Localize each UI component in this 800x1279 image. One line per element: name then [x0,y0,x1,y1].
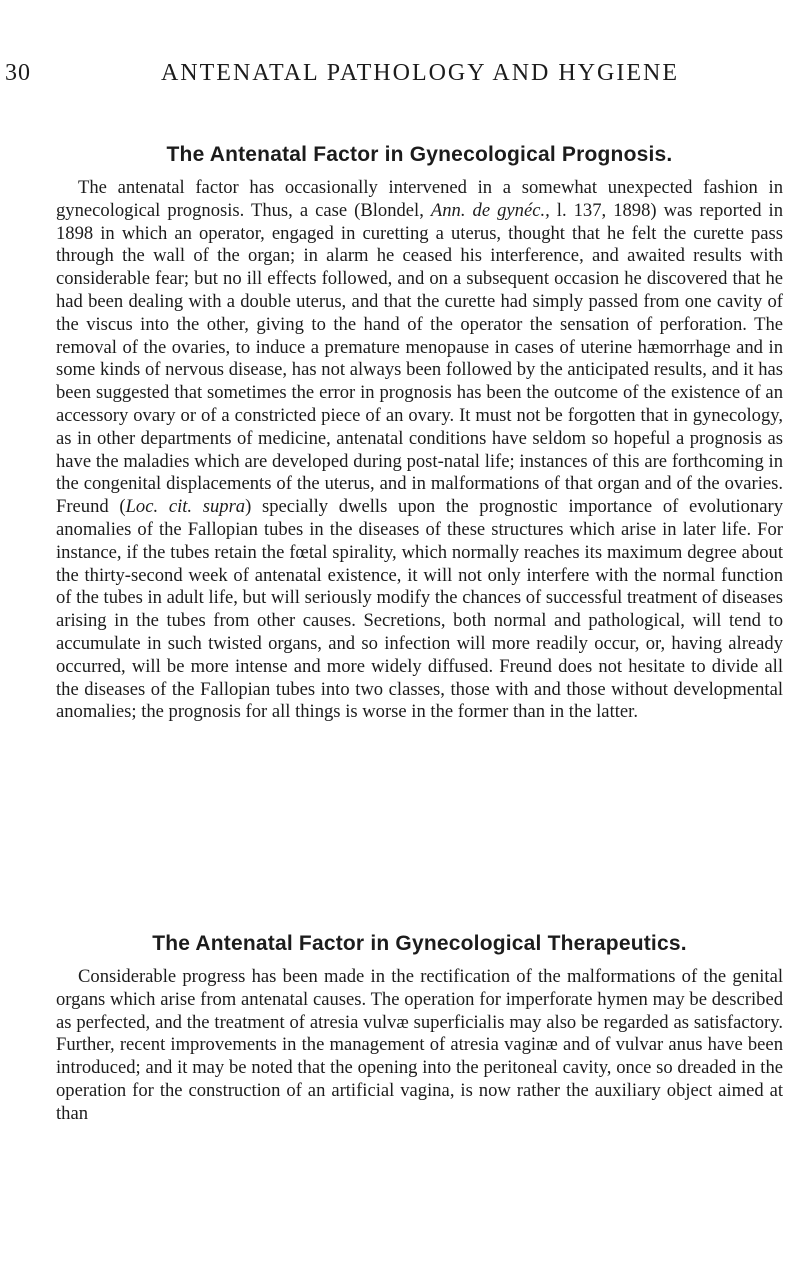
page-number: 30 [5,60,31,86]
section-heading: The Antenatal Factor in Gynecological Therapeutics. [152,932,687,955]
section-heading: The Antenatal Factor in Gynecological Prognosis. [166,143,673,166]
section-gynecological-prognosis [56,143,783,724]
paragraph-text: The antenatal factor has occasionally intervened in a somewhat unexpected fashion in gynecological prognosis. Thus, a case (Blondel, [56,177,783,221]
paragraph-text: l. 137, 1898) was reported in 1898 in which an operator, engaged in curetting a uterus, thought that he felt the curette pass through the wall of the organ; in alarm he ceased his interference, and awaited results with considerable fear; but no ill effects followed, and on a subsequent occasion he discovered that he had been dealing with a double uterus, and that the curette had simply passed from one cavity of the viscus into the other, giving to the hand of the operator the sensation of perforation. The removal of the ovaries, to induce a premature menopause in cases of uterine hæmorrhage and in some kinds of nervous disease, has not always been followed by the anticipated results, and it has been suggested that sometimes the error in prognosis has been the outcome of the existence of an accessory ovary or of a constricted piece of an ovary. It must not be forgotten that in gynecology, as in other departments of medicine, antenatal conditions have seldom so hopeful a prognosis as have the maladies which are developed during post-natal life; instances of this are forthcoming in the congenital displacements of the uterus, and in malformations of that organ and of the ovaries. Freund ( [56,199,783,518]
section-gynecological-therapeutics [56,932,783,1126]
paragraph-text: ) specially dwells upon the prognostic importance of evolutionary anomalies of the Fallopian tubes in the diseases of these structures which arise in later life. For instance, if the tubes retain the fœtal spirality, which normally reaches its maximum degree about the thirty-second week of antenatal existence, it will not only interfere with the normal function of the tubes in adult life, but will seriously modify the chances of successful treatment of diseases arising in the tubes from other causes. Secretions, both normal and pathological, will tend to accumulate in such twisted organs, and so infection will more readily occur, or, having already occurred, will be more intense and more widely diffused. Freund does not hesitate to divide all the diseases of the Fallopian tubes into two classes, those with and those without developmental anomalies; the prognosis for all things is worse in the former than in the latter. [56,496,783,723]
running-head [0,60,800,90]
paragraph-text: Considerable progress has been made in the rectification of the malformations of the genital organs which arise from antenatal causes. The operation for imperforate hymen may be described as perfected, and the treatment of atresia vulvæ superficialis may also be regarded as satisfactory. Further, recent improvements in the management of atresia vaginæ and of vulvar anus have been introduced; and it may be noted that the opening into the peritoneal cavity, once so dreaded in the operation for the construction of an artificial vagina, is now rather the auxiliary object aimed at than [56,966,783,1124]
running-title: ANTENATAL PATHOLOGY AND HYGIENE [160,60,680,86]
citation-reference: Loc. cit. supra [125,496,246,518]
section-paragraph [56,966,783,1126]
citation-journal: Ann. de gynéc., [430,199,550,221]
section-paragraph [56,177,783,724]
